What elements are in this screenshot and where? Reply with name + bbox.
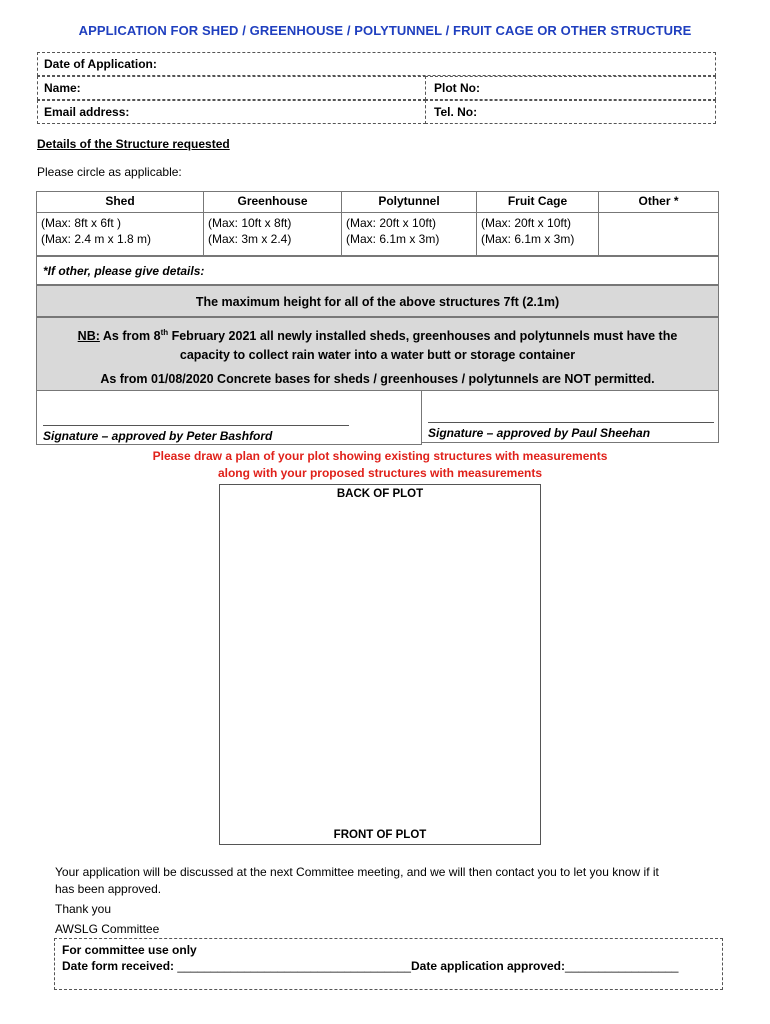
nb-prefix: NB: [77, 329, 100, 344]
structure-limits-shed [37, 213, 204, 256]
circle-instruction: Please circle as applicable: [37, 165, 182, 179]
date-approved-field[interactable]: _________________ [565, 959, 679, 973]
date-of-application-row[interactable] [37, 52, 716, 76]
signature-box-right[interactable] [421, 391, 719, 443]
committee-use-box [54, 938, 723, 990]
closing-line-2: has been approved. [55, 882, 162, 896]
committee-heading: For committee use only [62, 943, 197, 957]
committee-dates-row [62, 959, 678, 973]
nb-line-1 [37, 328, 718, 343]
signature-box-left[interactable] [36, 391, 422, 445]
email-label: Email address: [44, 105, 130, 119]
date-approved-label: Date application approved: [410, 959, 566, 973]
limit-imperial: (Max: 20ft x 10ft) [481, 216, 572, 230]
nb-sup: th [160, 328, 169, 337]
plan-instruction-line-2: along with your proposed structures with measurements [217, 466, 543, 480]
structure-header-polytunnel[interactable]: Polytunnel [342, 192, 477, 213]
structure-limits-polytunnel [342, 213, 477, 256]
front-of-plot-label: FRONT OF PLOT [333, 829, 427, 841]
max-height-notice: The maximum height for all of the above structures 7ft (2.1m) [195, 295, 560, 309]
structure-limits-greenhouse [204, 213, 342, 256]
structure-limits-fruit-cage [477, 213, 599, 256]
structure-header-fruit-cage[interactable]: Fruit Cage [477, 192, 599, 213]
max-height-notice-box [36, 285, 719, 317]
name-label: Name: [44, 81, 81, 95]
limit-metric: (Max: 2.4 m x 1.8 m) [41, 232, 152, 246]
other-details-field[interactable] [36, 256, 719, 285]
other-details-label: *If other, please give details: [43, 264, 205, 278]
tel-no-label: Tel. No: [434, 105, 478, 119]
limit-imperial: (Max: 8ft x 6ft ) [41, 216, 122, 230]
closing-line-1: Your application will be discussed at the next Committee meeting, and we will then contact you to let you know if it [55, 865, 659, 879]
limit-metric: (Max: 3m x 2.4) [208, 232, 292, 246]
plot-no-label: Plot No: [434, 81, 480, 95]
nb-line-2: capacity to collect rain water into a water butt or storage container [179, 348, 576, 362]
structure-header-shed[interactable]: Shed [37, 192, 204, 213]
tel-no-field[interactable] [425, 100, 716, 124]
limit-metric: (Max: 6.1m x 3m) [481, 232, 575, 246]
date-received-field[interactable]: ___________________________________ [177, 959, 411, 973]
nb-line-3: As from 01/08/2020 Concrete bases for sheds / greenhouses / polytunnels are NOT permitted. [100, 372, 655, 386]
date-of-application-label: Date of Application: [44, 57, 157, 71]
nb-text-b: February 2021 all newly installed sheds, greenhouses and polytunnels must have the [168, 329, 678, 344]
nb-text-a: As from 8 [99, 329, 161, 344]
signature-label-right: Signature – approved by Paul Sheehan [428, 426, 651, 440]
signoff: AWSLG Committee [55, 922, 160, 936]
date-received-label: Date form received: [62, 959, 178, 973]
back-of-plot-label: BACK OF PLOT [336, 488, 424, 500]
thank-you: Thank you [55, 902, 112, 916]
structures-table [36, 191, 719, 256]
structure-header-other[interactable]: Other * [599, 192, 719, 213]
limit-imperial: (Max: 10ft x 8ft) [208, 216, 292, 230]
limit-imperial: (Max: 20ft x 10ft) [346, 216, 437, 230]
plot-plan-area[interactable] [219, 484, 541, 845]
limit-metric: (Max: 6.1m x 3m) [346, 232, 440, 246]
plan-instruction-line-1: Please draw a plan of your plot showing existing structures with measurements [152, 449, 608, 463]
name-field[interactable] [37, 76, 426, 100]
form-title: APPLICATION FOR SHED / GREENHOUSE / POLYTUNNEL / FRUIT CAGE OR OTHER STRUCTURE [78, 23, 692, 38]
email-field[interactable] [37, 100, 426, 124]
nb-notice-box [36, 317, 719, 391]
signature-label-left: Signature – approved by Peter Bashford [43, 429, 273, 443]
structure-limits-other[interactable] [599, 213, 719, 256]
plot-no-field[interactable] [425, 76, 716, 100]
details-heading: Details of the Structure requested [37, 137, 230, 151]
structure-header-greenhouse[interactable]: Greenhouse [204, 192, 342, 213]
signature-line-right [428, 422, 714, 423]
signature-line-left [43, 425, 349, 426]
